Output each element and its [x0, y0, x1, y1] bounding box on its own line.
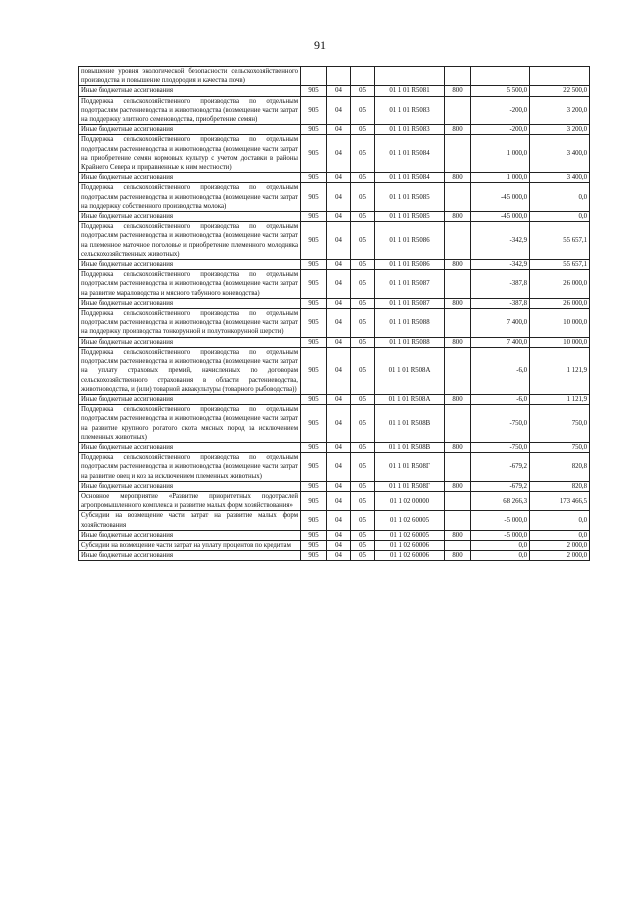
expense-kind-cell: 800 [445, 173, 471, 183]
amount-cell-second: 55 657,1 [530, 222, 590, 260]
target-article-cell: 01 1 01 R5084 [375, 173, 445, 183]
table-row [79, 481, 590, 491]
table-row [79, 540, 590, 550]
section-code-cell: 04 [327, 96, 351, 125]
amount-cell-second [530, 67, 590, 86]
budget-table [78, 66, 590, 561]
amount-cell-first: 1 000,0 [471, 173, 530, 183]
table-row [79, 135, 590, 173]
expenditure-name-cell: Поддержка сельскохозяйственного производства по отдельным подотраслям растениеводства и животноводства (возмещение части затрат на поддержку производства тонкорунной и полутонкорунной шерсти) [79, 309, 301, 338]
amount-cell-second: 26 000,0 [530, 298, 590, 308]
amount-cell-first: -387,8 [471, 298, 530, 308]
expenditure-name-cell: Иные бюджетные ассигнования [79, 481, 301, 491]
subsection-code-cell: 05 [351, 491, 375, 510]
amount-cell-first: -342,9 [471, 222, 530, 260]
table-row [79, 453, 590, 482]
expenditure-name-cell: Иные бюджетные ассигнования [79, 173, 301, 183]
section-code-cell: 04 [327, 405, 351, 443]
section-code-cell: 04 [327, 491, 351, 510]
expense-kind-cell [445, 183, 471, 212]
expense-kind-cell [445, 67, 471, 86]
section-code-cell: 04 [327, 530, 351, 540]
amount-cell-second: 1 121,9 [530, 347, 590, 394]
subsection-code-cell: 05 [351, 347, 375, 394]
expense-kind-cell: 800 [445, 394, 471, 404]
ministry-code-cell: 905 [301, 530, 327, 540]
expense-kind-cell: 800 [445, 551, 471, 561]
expenditure-name-cell: Поддержка сельскохозяйственного производства по отдельным подотраслям растениеводства и животноводства (возмещение части затрат на приобретение семян кормовых культур с учетом доставки в районы Крайнего Севера и приравненные к ним местности) [79, 135, 301, 173]
section-code-cell: 04 [327, 347, 351, 394]
section-code-cell: 04 [327, 135, 351, 173]
amount-cell-first: -5 000,0 [471, 511, 530, 530]
ministry-code-cell: 905 [301, 222, 327, 260]
target-article-cell: 01 1 01 R5086 [375, 260, 445, 270]
amount-cell-second: 0,0 [530, 183, 590, 212]
section-code-cell: 04 [327, 540, 351, 550]
amount-cell-first: -750,0 [471, 442, 530, 452]
amount-cell-second: 2 000,0 [530, 551, 590, 561]
table-row [79, 183, 590, 212]
table-row [79, 394, 590, 404]
target-article-cell: 01 1 01 R508B [375, 405, 445, 443]
expense-kind-cell [445, 405, 471, 443]
amount-cell-second: 0,0 [530, 212, 590, 222]
ministry-code-cell: 905 [301, 183, 327, 212]
section-code-cell: 04 [327, 125, 351, 135]
subsection-code-cell: 05 [351, 270, 375, 299]
table-row [79, 551, 590, 561]
expenditure-name-cell: Иные бюджетные ассигнования [79, 212, 301, 222]
expenditure-name-cell: Субсидии на возмещение части затрат на уплату процентов по кредитам [79, 540, 301, 550]
target-article-cell: 01 1 01 R5086 [375, 222, 445, 260]
expense-kind-cell [445, 222, 471, 260]
amount-cell-second: 750,0 [530, 405, 590, 443]
amount-cell-second: 820,8 [530, 481, 590, 491]
expenditure-name-cell: Иные бюджетные ассигнования [79, 551, 301, 561]
table-row [79, 530, 590, 540]
ministry-code-cell [301, 67, 327, 86]
subsection-code-cell: 05 [351, 183, 375, 212]
section-code-cell: 04 [327, 511, 351, 530]
table-row [79, 222, 590, 260]
expenditure-name-cell: повышение уровня экологической безопасности сельскохозяйственного производства и повышение плодородия и качества почв) [79, 67, 301, 86]
table-row [79, 67, 590, 86]
amount-cell-first: 68 266,3 [471, 491, 530, 510]
expense-kind-cell: 800 [445, 530, 471, 540]
target-article-cell: 01 1 01 R5088 [375, 309, 445, 338]
amount-cell-first: 0,0 [471, 540, 530, 550]
subsection-code-cell: 05 [351, 511, 375, 530]
amount-cell-second: 22 500,0 [530, 86, 590, 96]
subsection-code-cell: 05 [351, 86, 375, 96]
amount-cell-first: -5 000,0 [471, 530, 530, 540]
amount-cell-first: 7 400,0 [471, 309, 530, 338]
table-row [79, 442, 590, 452]
ministry-code-cell: 905 [301, 309, 327, 338]
expenditure-name-cell: Иные бюджетные ассигнования [79, 260, 301, 270]
ministry-code-cell: 905 [301, 405, 327, 443]
target-article-cell: 01 1 01 R5085 [375, 183, 445, 212]
target-article-cell: 01 1 02 00000 [375, 491, 445, 510]
target-article-cell: 01 1 01 R5085 [375, 212, 445, 222]
expense-kind-cell: 800 [445, 298, 471, 308]
target-article-cell: 01 1 01 R5088 [375, 337, 445, 347]
amount-cell-first: -679,2 [471, 481, 530, 491]
amount-cell-second: 820,8 [530, 453, 590, 482]
expense-kind-cell [445, 309, 471, 338]
amount-cell-first: -6,0 [471, 394, 530, 404]
amount-cell-first: -45 000,0 [471, 183, 530, 212]
ministry-code-cell: 905 [301, 481, 327, 491]
ministry-code-cell: 905 [301, 298, 327, 308]
ministry-code-cell: 905 [301, 270, 327, 299]
amount-cell-second: 3 400,0 [530, 135, 590, 173]
amount-cell-second: 0,0 [530, 530, 590, 540]
amount-cell-first: -679,2 [471, 453, 530, 482]
subsection-code-cell: 05 [351, 453, 375, 482]
table-body [79, 67, 590, 561]
subsection-code-cell: 05 [351, 298, 375, 308]
expense-kind-cell: 800 [445, 337, 471, 347]
target-article-cell: 01 1 02 60006 [375, 540, 445, 550]
amount-cell-first: 7 400,0 [471, 337, 530, 347]
section-code-cell: 04 [327, 298, 351, 308]
amount-cell-first: 1 000,0 [471, 135, 530, 173]
expenditure-name-cell: Поддержка сельскохозяйственного производства по отдельным подотраслям растениеводства и животноводства (возмещение части затрат на поддержку собственного производства молока) [79, 183, 301, 212]
target-article-cell: 01 1 01 R5081 [375, 86, 445, 96]
subsection-code-cell: 05 [351, 222, 375, 260]
section-code-cell: 04 [327, 222, 351, 260]
subsection-code-cell: 05 [351, 394, 375, 404]
expense-kind-cell: 800 [445, 212, 471, 222]
table-row [79, 260, 590, 270]
ministry-code-cell: 905 [301, 212, 327, 222]
target-article-cell: 01 1 02 60005 [375, 530, 445, 540]
subsection-code-cell [351, 67, 375, 86]
table-row [79, 212, 590, 222]
expenditure-name-cell: Иные бюджетные ассигнования [79, 298, 301, 308]
section-code-cell: 04 [327, 270, 351, 299]
subsection-code-cell: 05 [351, 260, 375, 270]
ministry-code-cell: 905 [301, 347, 327, 394]
target-article-cell: 01 1 01 R5083 [375, 96, 445, 125]
section-code-cell: 04 [327, 183, 351, 212]
subsection-code-cell: 05 [351, 212, 375, 222]
subsection-code-cell: 05 [351, 540, 375, 550]
expenditure-name-cell: Поддержка сельскохозяйственного производства по отдельным подотраслям растениеводства и животноводства (возмещение части затрат на племенное маточное поголовье и приобретение племенного молодняка сельскохозяйственных животных) [79, 222, 301, 260]
section-code-cell [327, 67, 351, 86]
table-row [79, 298, 590, 308]
table-row [79, 96, 590, 125]
table-row [79, 270, 590, 299]
ministry-code-cell: 905 [301, 125, 327, 135]
target-article-cell [375, 67, 445, 86]
subsection-code-cell: 05 [351, 309, 375, 338]
subsection-code-cell: 05 [351, 173, 375, 183]
section-code-cell: 04 [327, 86, 351, 96]
expenditure-name-cell: Поддержка сельскохозяйственного производства по отдельным подотраслям растениеводства и животноводства (возмещение части затрат на уплату страховых премий, начисленных по договорам сельскохозяйственного страхования в области растениеводства, животноводства, и (или) товарной аквакультуры (товарного рыбоводства)) [79, 347, 301, 394]
expense-kind-cell: 800 [445, 481, 471, 491]
expense-kind-cell [445, 540, 471, 550]
expenditure-name-cell: Поддержка сельскохозяйственного производства по отдельным подотраслям растениеводства и животноводства (возмещение части затрат на поддержку элитного семеноводства, приобретение семян) [79, 96, 301, 125]
target-article-cell: 01 1 02 60005 [375, 511, 445, 530]
subsection-code-cell: 05 [351, 405, 375, 443]
ministry-code-cell: 905 [301, 394, 327, 404]
expense-kind-cell: 800 [445, 125, 471, 135]
subsection-code-cell: 05 [351, 96, 375, 125]
ministry-code-cell: 905 [301, 337, 327, 347]
expense-kind-cell [445, 453, 471, 482]
section-code-cell: 04 [327, 173, 351, 183]
section-code-cell: 04 [327, 212, 351, 222]
amount-cell-second: 26 000,0 [530, 270, 590, 299]
amount-cell-second: 55 657,1 [530, 260, 590, 270]
table-row [79, 309, 590, 338]
amount-cell-second: 1 121,9 [530, 394, 590, 404]
target-article-cell: 01 1 01 R5084 [375, 135, 445, 173]
ministry-code-cell: 905 [301, 135, 327, 173]
amount-cell-second: 0,0 [530, 511, 590, 530]
expense-kind-cell: 800 [445, 260, 471, 270]
target-article-cell: 01 1 01 R5087 [375, 270, 445, 299]
amount-cell-first: -387,8 [471, 270, 530, 299]
target-article-cell: 01 1 01 R508A [375, 394, 445, 404]
section-code-cell: 04 [327, 337, 351, 347]
expense-kind-cell [445, 511, 471, 530]
ministry-code-cell: 905 [301, 442, 327, 452]
amount-cell-first: -342,9 [471, 260, 530, 270]
subsection-code-cell: 05 [351, 337, 375, 347]
expense-kind-cell [445, 270, 471, 299]
expenditure-name-cell: Поддержка сельскохозяйственного производства по отдельным подотраслям растениеводства и животноводства (возмещение части затрат на развитие мараловодства и мясного табунного коневодства) [79, 270, 301, 299]
table-row [79, 405, 590, 443]
expenditure-name-cell: Иные бюджетные ассигнования [79, 394, 301, 404]
amount-cell-first: -45 000,0 [471, 212, 530, 222]
expense-kind-cell [445, 491, 471, 510]
target-article-cell: 01 1 02 60006 [375, 551, 445, 561]
subsection-code-cell: 05 [351, 530, 375, 540]
ministry-code-cell: 905 [301, 511, 327, 530]
amount-cell-second: 10 000,0 [530, 309, 590, 338]
section-code-cell: 04 [327, 442, 351, 452]
subsection-code-cell: 05 [351, 551, 375, 561]
expense-kind-cell [445, 347, 471, 394]
page-number: 91 [314, 38, 326, 52]
subsection-code-cell: 05 [351, 135, 375, 173]
target-article-cell: 01 1 01 R5087 [375, 298, 445, 308]
ministry-code-cell: 905 [301, 540, 327, 550]
amount-cell-second: 2 000,0 [530, 540, 590, 550]
section-code-cell: 04 [327, 260, 351, 270]
ministry-code-cell: 905 [301, 551, 327, 561]
amount-cell-second: 3 200,0 [530, 96, 590, 125]
table-row [79, 337, 590, 347]
target-article-cell: 01 1 01 R508A [375, 347, 445, 394]
amount-cell-first: -6,0 [471, 347, 530, 394]
expense-kind-cell [445, 96, 471, 125]
section-code-cell: 04 [327, 453, 351, 482]
amount-cell-second: 173 466,5 [530, 491, 590, 510]
amount-cell-second: 3 400,0 [530, 173, 590, 183]
section-code-cell: 04 [327, 551, 351, 561]
section-code-cell: 04 [327, 309, 351, 338]
target-article-cell: 01 1 01 R508Г [375, 453, 445, 482]
subsection-code-cell: 05 [351, 125, 375, 135]
table-row [79, 173, 590, 183]
expense-kind-cell: 800 [445, 442, 471, 452]
subsection-code-cell: 05 [351, 442, 375, 452]
target-article-cell: 01 1 01 R5083 [375, 125, 445, 135]
amount-cell-first: -200,0 [471, 125, 530, 135]
expenditure-name-cell: Иные бюджетные ассигнования [79, 86, 301, 96]
table-row [79, 491, 590, 510]
expense-kind-cell: 800 [445, 86, 471, 96]
amount-cell-first: 5 500,0 [471, 86, 530, 96]
amount-cell-second: 3 200,0 [530, 125, 590, 135]
ministry-code-cell: 905 [301, 173, 327, 183]
table-row [79, 125, 590, 135]
expense-kind-cell [445, 135, 471, 173]
amount-cell-first: 0,0 [471, 551, 530, 561]
subsection-code-cell: 05 [351, 481, 375, 491]
amount-cell-second: 10 000,0 [530, 337, 590, 347]
amount-cell-first: -200,0 [471, 96, 530, 125]
amount-cell-first [471, 67, 530, 86]
expenditure-name-cell: Иные бюджетные ассигнования [79, 337, 301, 347]
amount-cell-first: -750,0 [471, 405, 530, 443]
ministry-code-cell: 905 [301, 260, 327, 270]
target-article-cell: 01 1 01 R508Г [375, 481, 445, 491]
section-code-cell: 04 [327, 481, 351, 491]
expenditure-name-cell: Иные бюджетные ассигнования [79, 442, 301, 452]
amount-cell-second: 750,0 [530, 442, 590, 452]
expenditure-name-cell: Иные бюджетные ассигнования [79, 530, 301, 540]
table-row [79, 86, 590, 96]
expenditure-name-cell: Поддержка сельскохозяйственного производства по отдельным подотраслям растениеводства и животноводства (возмещение части затрат на развитие крупного рогатого скота мясных пород за исключением племенных животных) [79, 405, 301, 443]
ministry-code-cell: 905 [301, 86, 327, 96]
expenditure-name-cell: Поддержка сельскохозяйственного производства по отдельным подотраслям растениеводства и животноводства (возмещение части затрат на развитие овец и коз за исключением племенных животных) [79, 453, 301, 482]
table-row [79, 347, 590, 394]
expenditure-name-cell: Иные бюджетные ассигнования [79, 125, 301, 135]
expenditure-name-cell: Основное мероприятие «Развитие приоритетных подотраслей агропромышленного комплекса и развитие малых форм хозяйствования» [79, 491, 301, 510]
ministry-code-cell: 905 [301, 453, 327, 482]
expenditure-name-cell: Субсидии на возмещение части затрат на развитие малых форм хозяйствования [79, 511, 301, 530]
section-code-cell: 04 [327, 394, 351, 404]
ministry-code-cell: 905 [301, 96, 327, 125]
ministry-code-cell: 905 [301, 491, 327, 510]
target-article-cell: 01 1 01 R508B [375, 442, 445, 452]
table-row [79, 511, 590, 530]
